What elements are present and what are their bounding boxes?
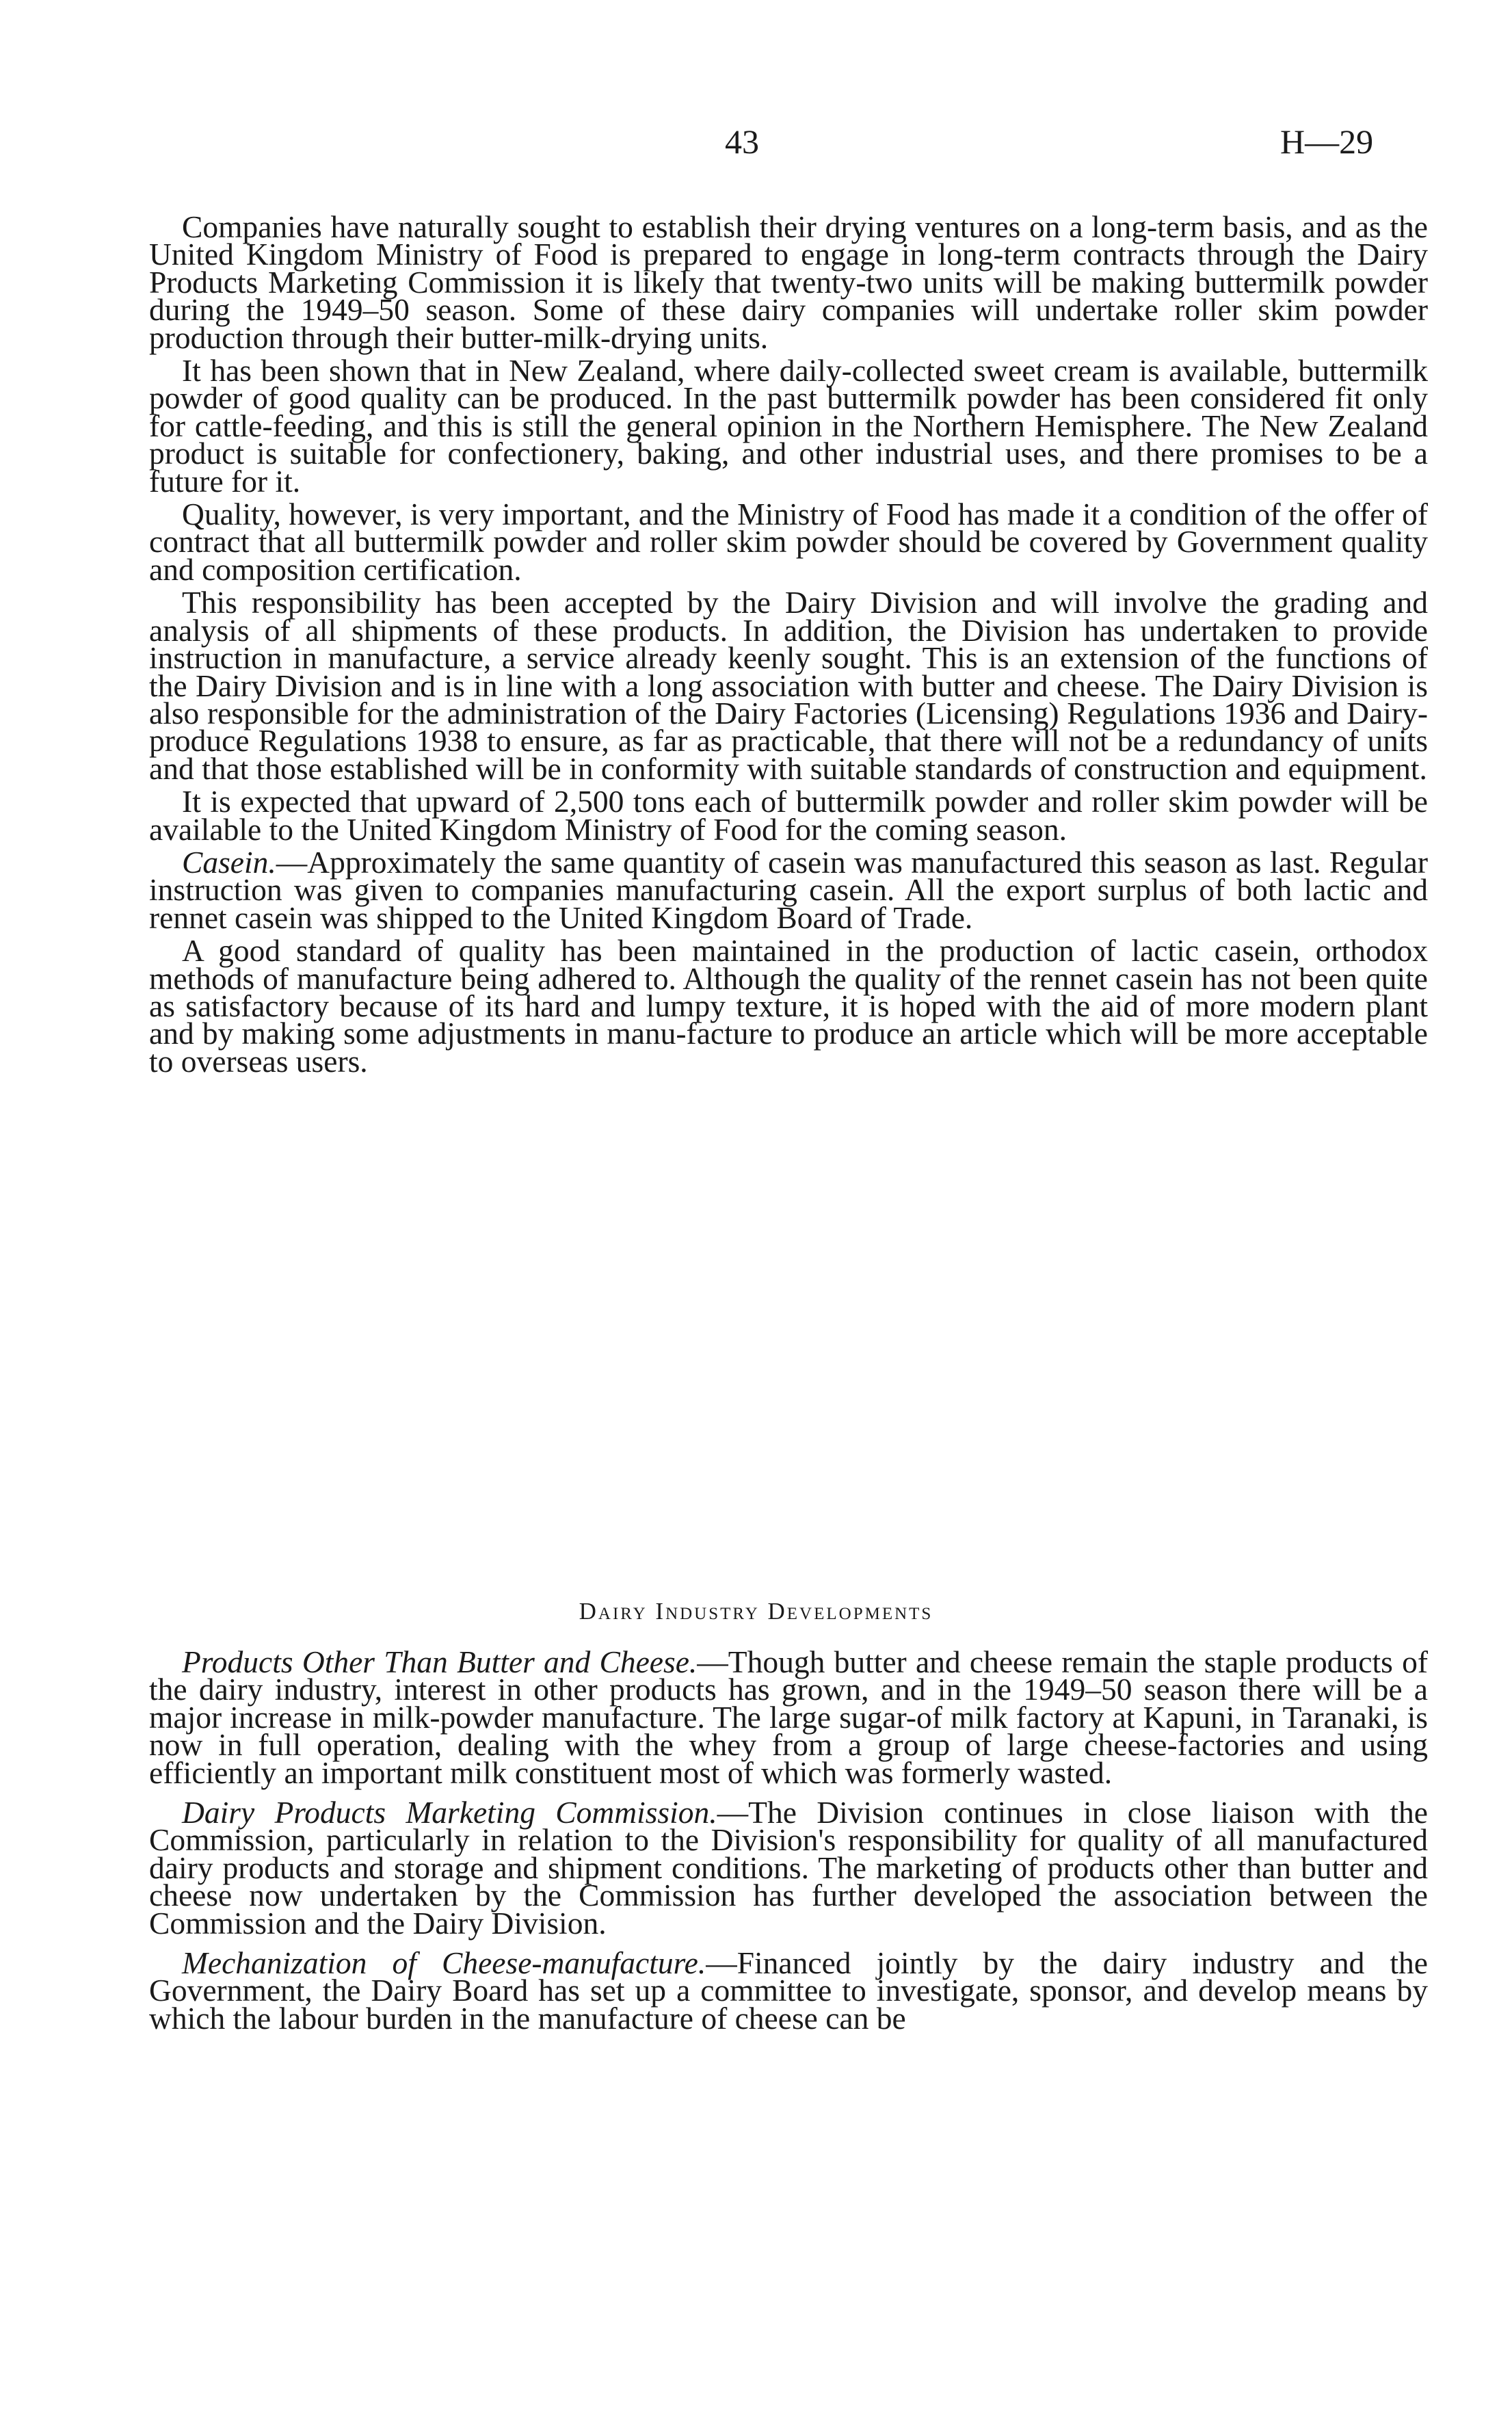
page-header bbox=[0, 122, 1512, 170]
paragraph: This responsibility has been accepted by the Dairy Division and will involve the grading and analysis of all shipments of these products. In addition, the Division has undertaken to provide instruction in manufacture, a service already keenly sought. This is an extension of the functions of the Dairy Division and is in line with a long association with butter and cheese. The Dairy Division is also responsible for the administration of the Dairy Factories (Licensing) Regulations 1936 and Dairy-produce Regulations 1938 to ensure, as far as practicable, that there will not be a redundancy of units and that those established will be in conformity with suitable standards of construction and equipment. bbox=[149, 585, 1428, 786]
page-number: 43 bbox=[725, 122, 759, 161]
paragraph: A good standard of quality has been maintained in the production of lactic casein, orthodox methods of manufacture being adhered to. Although the quality of the rennet casein has not been quite as satisfactory because of its hard and lumpy texture, it is hoped with the aid of more modern plant and by making some adjustments in manu-facture to produce an article which will be more acceptable to overseas users. bbox=[149, 933, 1428, 1079]
document-reference: H—29 bbox=[1280, 122, 1374, 161]
paragraph: Companies have naturally sought to establish their drying ventures on a long-term basis, and as the United Kingdom Ministry of Food is prepared to engage in long-term contracts through the Dairy Products Marketing Commission it is likely that twenty-two units will be making buttermilk powder during the 1949–50 season. Some of these dairy companies will undertake roller skim powder production through their butter-milk-drying units. bbox=[149, 209, 1428, 355]
paragraph-lead-in: Products Other Than Butter and Cheese. bbox=[182, 1644, 698, 1679]
paragraph: It has been shown that in New Zealand, where daily-collected sweet cream is available, buttermilk powder of good quality can be produced. In the past buttermilk powder has been considered fit only for cattle-feeding, and this is still the general opinion in the Northern Hemisphere. The New Zealand product is suitable for confectionery, baking, and other industrial uses, and there promises to be a future for it. bbox=[149, 353, 1428, 499]
section-heading: Dairy Industry Developments bbox=[579, 1598, 933, 1625]
paragraph: It is expected that upward of 2,500 tons each of buttermilk powder and roller skim powder will be available to the United Kingdom Ministry of Food for the coming season. bbox=[149, 784, 1428, 847]
body-text-bottom bbox=[149, 1644, 1428, 2045]
paragraph-products-other: Products Other Than Butter and Cheese.—Though butter and cheese remain the staple products of the dairy industry, interest in other products has grown, and in the 1949–50 season there will be a major increase in milk-powder manufacture. The large sugar-of milk factory at Kapuni, in Taranaki, is now in full operation, dealing with the whey from a group of large cheese-factories and using efficiently an important milk constituent most of which was formerly wasted. bbox=[149, 1644, 1428, 1790]
paragraph-lead-in: Dairy Products Marketing Commission. bbox=[182, 1795, 717, 1830]
paragraph-casein: Casein.—Approximately the same quantity of casein was manufactured this season as last. Regular instruction was given to companies manufacturing casein. All the export surplus of both lactic and rennet casein was shipped to the United Kingdom Board of Trade. bbox=[149, 844, 1428, 935]
paragraph: Quality, however, is very important, and the Ministry of Food has made it a condition of the offer of contract that all buttermilk powder and roller skim powder should be covered by Government quality and composition certification. bbox=[149, 497, 1428, 587]
paragraph-marketing-commission: Dairy Products Marketing Commission.—The Division continues in close liaison with the Commission, particularly in relation to the Division's responsibility for quality of all manufactured dairy products and storage and shipment conditions. The marketing of products other than butter and cheese now undertaken by the Commission has further developed the association between the Commission and the Dairy Division. bbox=[149, 1795, 1428, 1941]
body-text-top bbox=[149, 209, 1428, 1081]
paragraph-lead-in: Casein. bbox=[182, 844, 276, 880]
paragraph-mechanization: Mechanization of Cheese-manufacture.—Financed jointly by the dairy industry and the Government, the Dairy Board has set up a committee to investigate, sponsor, and develop means by which the labour burden in the manufacture of cheese can be bbox=[149, 1945, 1428, 2036]
paragraph-lead-in: Mechanization of Cheese-manufacture. bbox=[182, 1945, 706, 1981]
